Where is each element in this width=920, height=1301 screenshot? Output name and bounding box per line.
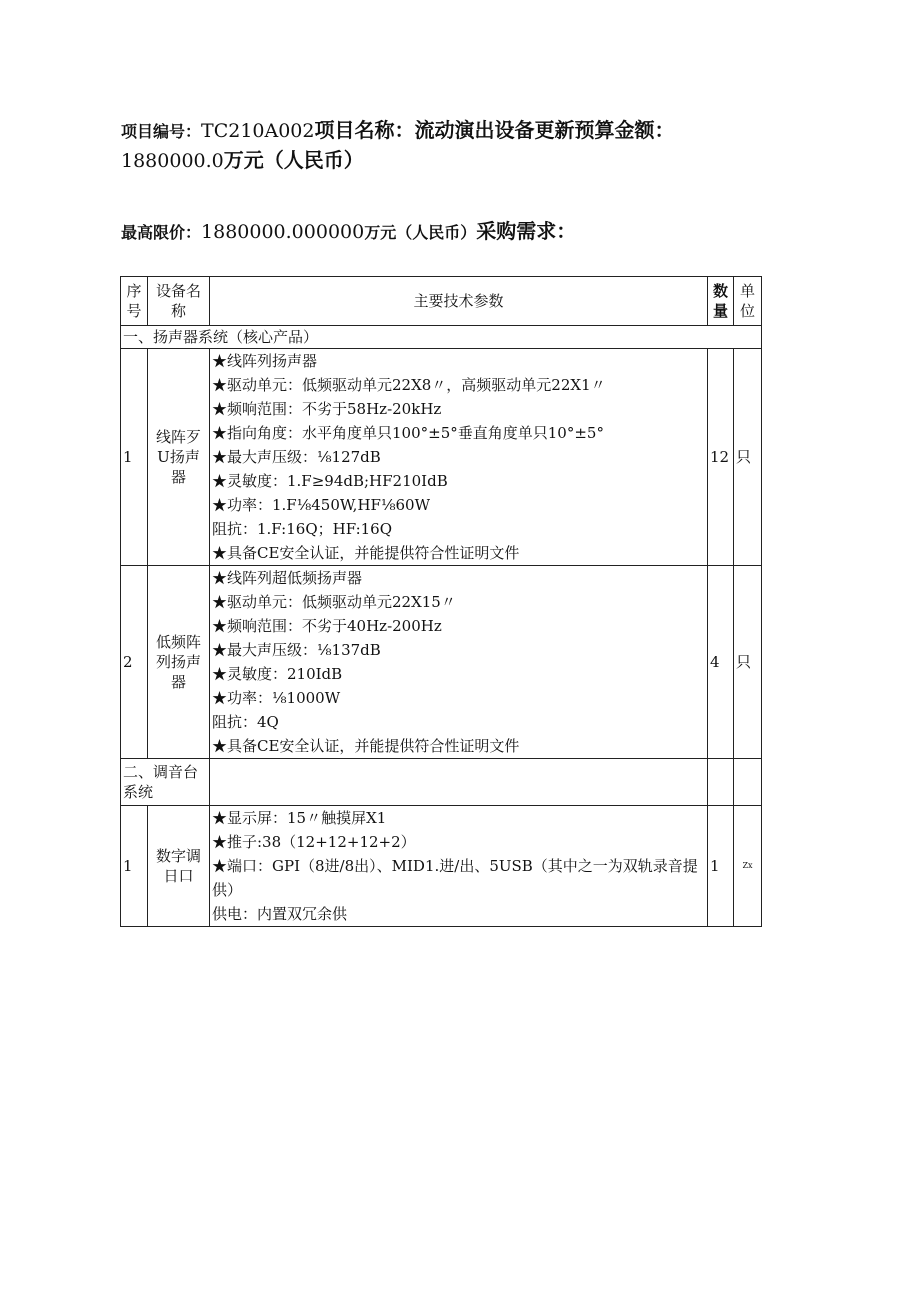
spec-line: 阻抗：4Q bbox=[212, 713, 279, 731]
header-unit: 单位 bbox=[734, 277, 762, 326]
item-qty: 1 bbox=[708, 806, 734, 927]
spec-line: ★功率：⅛1000W bbox=[212, 689, 341, 707]
spec-line: ★功率：1.F⅛450W,HF⅛60W bbox=[212, 496, 430, 514]
project-no-value: TC210A002 bbox=[201, 120, 315, 142]
spec-line: ★指向角度：水平角度单只100°±5°垂直角度单只10°±5° bbox=[212, 424, 604, 442]
header-line-2 bbox=[121, 144, 364, 173]
item-name: 线阵歹U扬声器 bbox=[148, 349, 210, 566]
table-row bbox=[121, 566, 762, 759]
table-row bbox=[121, 349, 762, 566]
item-no: 1 bbox=[121, 349, 148, 566]
item-unit: 只 bbox=[734, 349, 762, 566]
spec-line: ★驱动单元：低频驱动单元22X8〃，高频驱动单元22X1〃 bbox=[212, 376, 606, 394]
item-specs bbox=[210, 566, 708, 759]
section-row bbox=[121, 759, 762, 806]
project-no-label: 项目编号： bbox=[121, 122, 202, 141]
empty-cell bbox=[734, 759, 762, 806]
header-no: 序号 bbox=[121, 277, 148, 326]
section-title: 二、调音台系统 bbox=[121, 759, 210, 806]
header-params: 主要技术参数 bbox=[210, 277, 708, 326]
header-name: 设备名称 bbox=[148, 277, 210, 326]
item-specs bbox=[210, 349, 708, 566]
max-price-value: 1880000.000000 bbox=[201, 221, 365, 243]
budget-value: 1880000.0 bbox=[121, 150, 224, 172]
item-unit: 只 bbox=[734, 566, 762, 759]
spec-line: ★线阵列超低频扬声器 bbox=[212, 569, 363, 587]
empty-cell bbox=[210, 759, 708, 806]
spec-line: ★具备CE安全认证，并能提供符合性证明文件 bbox=[212, 544, 520, 562]
spec-line: ★线阵列扬声器 bbox=[212, 352, 318, 370]
spec-line: 供电：内置双冗余供 bbox=[212, 905, 348, 923]
item-no: 1 bbox=[121, 806, 148, 927]
max-price-unit: 万元（人民币） bbox=[364, 223, 477, 242]
table-row bbox=[121, 806, 762, 927]
spec-line: ★具备CE安全认证，并能提供符合性证明文件 bbox=[212, 737, 520, 755]
spec-line: ★显示屏：15〃触摸屏X1 bbox=[212, 809, 387, 827]
item-unit: Zx bbox=[734, 806, 762, 927]
procurement-demand-label: 采购需求： bbox=[476, 219, 577, 243]
section-row bbox=[121, 326, 762, 349]
project-name-label: 项目名称： bbox=[314, 118, 415, 142]
spec-line: ★最大声压级：⅛137dB bbox=[212, 641, 381, 659]
project-name-value: 流动演出设备更新 bbox=[414, 118, 575, 142]
item-no: 2 bbox=[121, 566, 148, 759]
budget-label: 预算金额： bbox=[574, 118, 675, 142]
spec-line: ★端口：GPI（8进/8出）、MID1.进/出、5USB（其中之一为双轨录音提供） bbox=[212, 857, 698, 899]
item-specs bbox=[210, 806, 708, 927]
spec-line: ★频响范围：不劣于58Hz-20kHz bbox=[212, 400, 442, 418]
header-line-1 bbox=[121, 114, 674, 143]
spec-line: ★灵敏度：210IdB bbox=[212, 665, 343, 683]
section-title: 一、扬声器系统（核心产品） bbox=[121, 326, 762, 349]
header-qty: 数量 bbox=[708, 277, 734, 326]
empty-cell bbox=[708, 759, 734, 806]
item-qty: 12 bbox=[708, 349, 734, 566]
spec-line: ★灵敏度：1.F≥94dB;HF210IdB bbox=[212, 472, 448, 490]
max-price-label: 最高限价： bbox=[121, 223, 202, 242]
spec-line: 阻抗：1.F:16Q；HF:16Q bbox=[212, 520, 393, 538]
item-name: 数字调日口 bbox=[148, 806, 210, 927]
item-name: 低频阵列扬声器 bbox=[148, 566, 210, 759]
item-qty: 4 bbox=[708, 566, 734, 759]
procurement-table bbox=[120, 276, 762, 927]
table-header-row bbox=[121, 277, 762, 326]
spec-line: ★驱动单元：低频驱动单元22X15〃 bbox=[212, 593, 456, 611]
spec-line: ★推子:38（12+12+12+2） bbox=[212, 833, 416, 851]
spec-line: ★最大声压级：⅛127dB bbox=[212, 448, 381, 466]
header-line-3 bbox=[121, 215, 576, 244]
spec-line: ★频响范围：不劣于40Hz-200Hz bbox=[212, 617, 442, 635]
budget-unit: 万元（人民币） bbox=[223, 148, 364, 172]
